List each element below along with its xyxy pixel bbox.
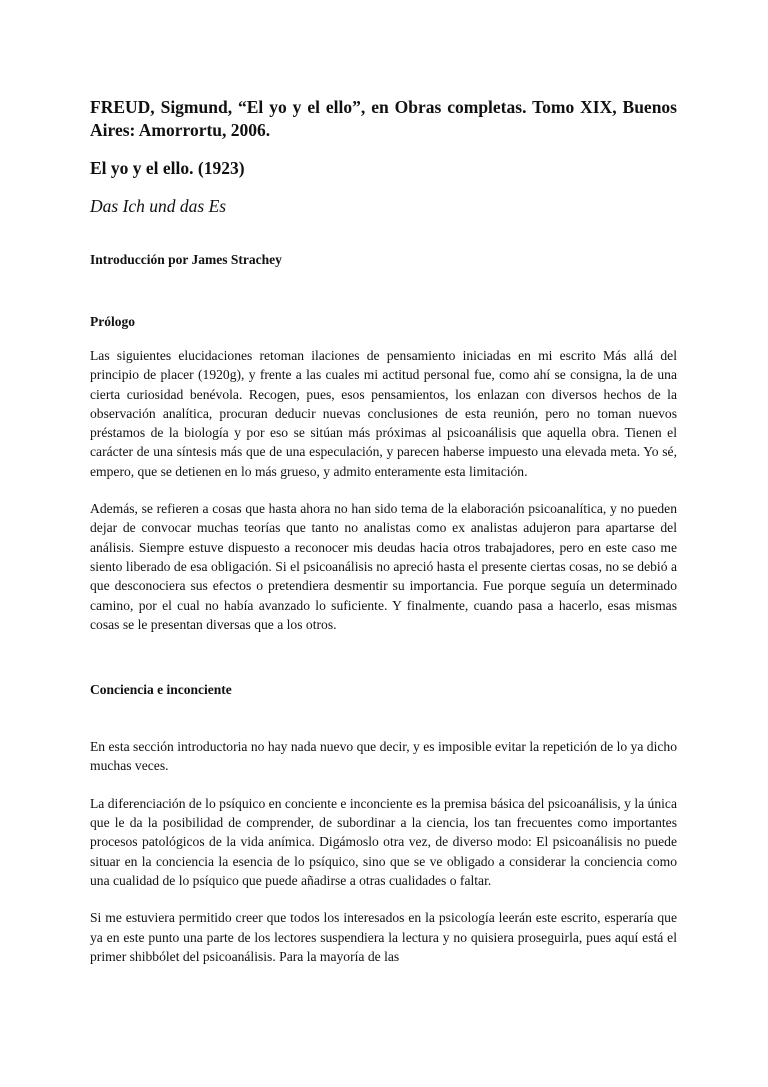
section-heading: Conciencia e inconciente bbox=[90, 682, 232, 698]
section-paragraph: La diferenciación de lo psíquico en conciente e inconciente es la premisa básica del psicoanálisis, y la única que le da la posibilidad de comprender, de subordinar a la ciencia, los tan frecuentes como importantes procesos patológicos de la vida anímica. Digámoslo otra vez, de diverso modo: El psicoanálisis no puede situar en la conciencia la esencia de lo psíquico, sino que se ve obligado a considerar la conciencia como una cualidad de lo psíquico que puede añadirse a otras cualidades o faltar. bbox=[90, 795, 677, 888]
prologue-paragraph: Además, se refieren a cosas que hasta ahora no han sido tema de la elaboración psicoanalítica, y no pueden dejar de convocar muchas teorías que tanto no analistas como ex analistas adujeron para apartarse del análisis. Siempre estuve dispuesto a reconocer mis deudas hacia otros trabajadores, pero en este caso me siento liberado de esa obligación. Si el psicoanálisis no apreció hasta el presente ciertas cosas, no se debió a que desconociera sus efectos o pretendiera desmentir su importancia. Fue porque seguía un determinado camino, por el cual no había avanzado lo suficiente. Y finalmente, cuando pasa a hacerlo, esas mismas cosas se le presentan diversas que a los otros. bbox=[90, 501, 677, 632]
prologue-paragraph: Las siguientes elucidaciones retoman ilaciones de pensamiento iniciadas en mi escrito Más allá del principio de placer (1920g), y frente a las cuales mi actitud personal fue, como ahí se consigna, la de una cierta curiosidad benévola. Recogen, pues, esos pensamientos, los enlazan con diversos hechos de la observación analítica, procuran deducir nuevas conclusiones de esta reunión, pero no toman nuevos préstamos de la biología y por eso se sitúan más próximas al psicoanálisis que aquella obra. Tienen el carácter de una síntesis más que de una especulación, y parecen haberse impuesto una elevada meta. Yo sé, empero, que se detienen en lo más grueso, y admito enteramente esta limitación. bbox=[90, 348, 677, 479]
introduction-heading: Introducción por James Strachey bbox=[90, 252, 282, 267]
bibliographic-citation: FREUD, Sigmund, “El yo y el ello”, en Obras completas. Tomo XIX, Buenos Aires: Amorrortu, 2006. bbox=[90, 97, 677, 140]
original-title: Das Ich und das Es bbox=[90, 196, 227, 216]
prologue-heading: Prólogo bbox=[90, 314, 135, 329]
work-title: El yo y el ello. (1923) bbox=[90, 158, 245, 178]
document-page bbox=[90, 96, 677, 966]
section-paragraph: En esta sección introductoria no hay nada nuevo que decir, y es imposible evitar la repetición de lo ya dicho muchas veces. bbox=[90, 739, 677, 774]
section-paragraph: Si me estuviera permitido creer que todos los interesados en la psicología leerán este escrito, esperaría que ya en este punto una parte de los lectores suspendiera la lectura y no quisiera proseguirla, pues aquí está el primer shibbólet del psicoanálisis. Para la mayoría de las bbox=[90, 910, 677, 964]
